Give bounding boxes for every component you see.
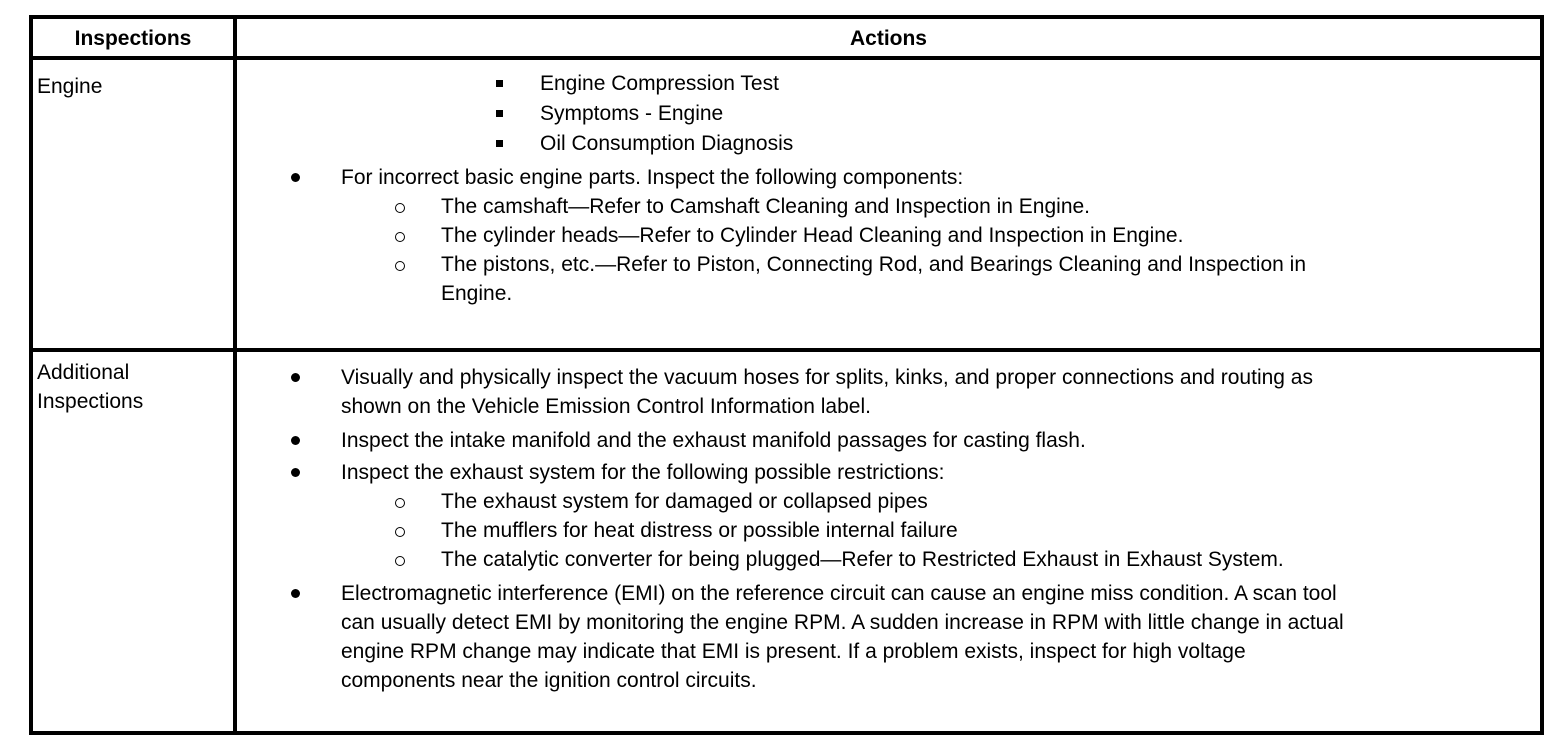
bullet-icon bbox=[291, 173, 300, 182]
bullet-icon bbox=[291, 373, 300, 382]
list-item: For incorrect basic engine parts. Inspect the following components: bbox=[341, 166, 964, 189]
list-item: The mufflers for heat distress or possible internal failure bbox=[441, 519, 958, 542]
list-item: The cylinder heads—Refer to Cylinder Head Cleaning and Inspection in Engine. bbox=[441, 224, 1184, 247]
circle-bullet-icon bbox=[395, 527, 405, 537]
inspection-table bbox=[29, 15, 1544, 735]
row-label-inspections: Inspections bbox=[37, 390, 144, 413]
bullet-icon bbox=[291, 436, 300, 445]
header-inspections: Inspections bbox=[74, 27, 192, 50]
row-divider bbox=[33, 348, 1540, 352]
square-bullet-icon bbox=[496, 80, 503, 87]
list-item: The catalytic converter for being plugged—Refer to Restricted Exhaust in Exhaust System. bbox=[441, 548, 1284, 571]
list-item: Inspect the exhaust system for the following possible restrictions: bbox=[341, 461, 945, 484]
header-divider bbox=[33, 56, 1540, 60]
list-item-continuation: engine RPM change may indicate that EMI is present. If a problem exists, inspect for high voltage bbox=[341, 640, 1246, 663]
square-bullet-icon bbox=[496, 140, 503, 147]
list-item-continuation: shown on the Vehicle Emission Control Information label. bbox=[341, 395, 871, 418]
row-label-engine: Engine bbox=[37, 75, 103, 98]
list-item: The camshaft—Refer to Camshaft Cleaning and Inspection in Engine. bbox=[441, 195, 1091, 218]
list-item: Symptoms - Engine bbox=[540, 102, 724, 125]
bullet-icon bbox=[291, 589, 300, 598]
circle-bullet-icon bbox=[395, 232, 405, 242]
circle-bullet-icon bbox=[395, 261, 405, 271]
list-item-continuation: can usually detect EMI by monitoring the engine RPM. A sudden increase in RPM with little change in actual bbox=[341, 611, 1344, 634]
list-item: Engine Compression Test bbox=[540, 72, 779, 95]
list-item: Electromagnetic interference (EMI) on the reference circuit can cause an engine miss condition. A scan tool bbox=[341, 582, 1337, 605]
column-divider bbox=[233, 19, 237, 731]
square-bullet-icon bbox=[496, 110, 503, 117]
header-actions: Actions bbox=[849, 27, 927, 50]
bullet-icon bbox=[291, 468, 300, 477]
circle-bullet-icon bbox=[395, 498, 405, 508]
circle-bullet-icon bbox=[395, 556, 405, 566]
list-item-continuation: components near the ignition control circuits. bbox=[341, 669, 757, 692]
list-item: The pistons, etc.—Refer to Piston, Connecting Rod, and Bearings Cleaning and Inspection in bbox=[441, 253, 1307, 276]
list-item: Oil Consumption Diagnosis bbox=[540, 132, 794, 155]
row-label-additional: Additional bbox=[37, 361, 130, 384]
list-item: The exhaust system for damaged or collapsed pipes bbox=[441, 490, 928, 513]
list-item: Inspect the intake manifold and the exhaust manifold passages for casting flash. bbox=[341, 429, 1086, 452]
list-item-continuation: Engine. bbox=[441, 282, 513, 305]
list-item: Visually and physically inspect the vacuum hoses for splits, kinks, and proper connections and routing as bbox=[341, 366, 1313, 389]
circle-bullet-icon bbox=[395, 203, 405, 213]
